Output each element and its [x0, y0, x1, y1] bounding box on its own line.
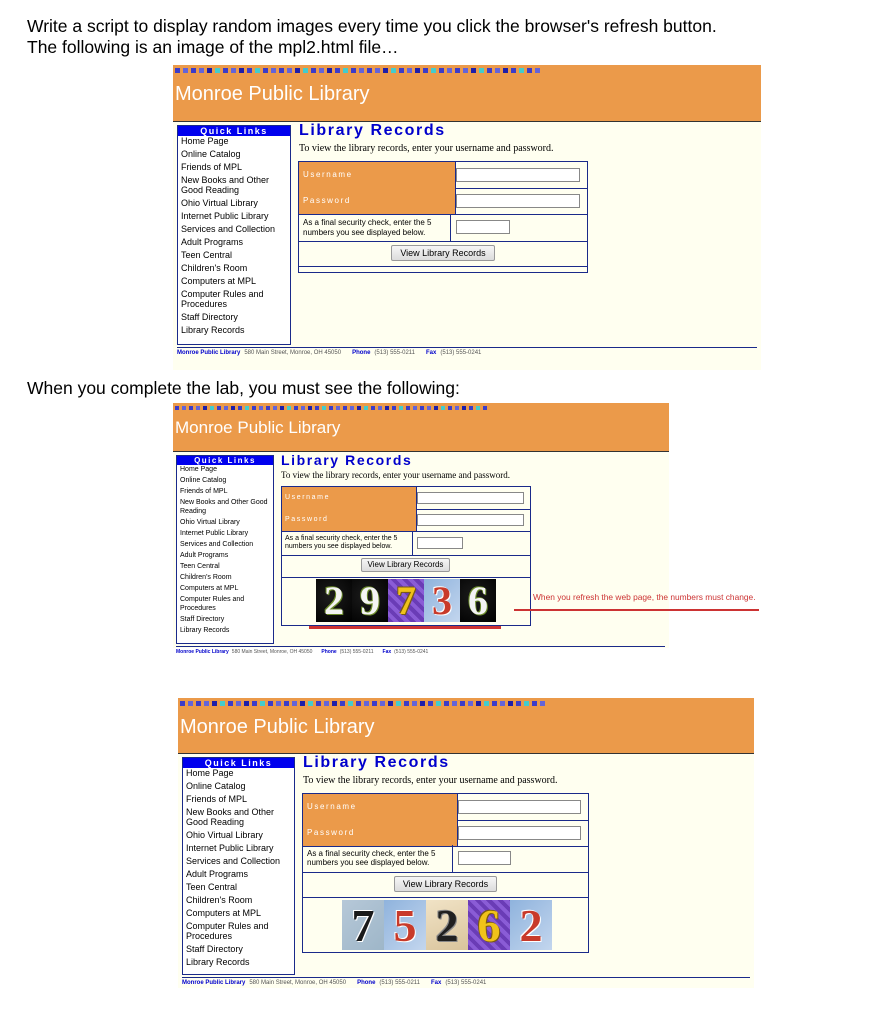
- banner-dot: [207, 68, 212, 73]
- banner-dot: [284, 701, 289, 706]
- quick-link-item[interactable]: Teen Central: [186, 882, 238, 892]
- banner-dot: [247, 68, 252, 73]
- banner-dot: [391, 68, 396, 73]
- password-row: [282, 509, 530, 532]
- password-input[interactable]: [458, 826, 581, 840]
- banner-dot: [469, 406, 473, 410]
- footer-library-name: Monroe Public Library: [177, 350, 241, 356]
- banner-dot: [412, 701, 417, 706]
- login-form: [302, 793, 589, 953]
- site-logo: Monroe Public Library: [175, 83, 370, 105]
- site-footer: [177, 347, 757, 356]
- banner-dot: [348, 701, 353, 706]
- banner-dot: [524, 701, 529, 706]
- banner-dot: [196, 406, 200, 410]
- captcha-images: [316, 579, 496, 622]
- annotation-pointer-line: [514, 609, 759, 611]
- banner-dot: [455, 68, 460, 73]
- banner-dot: [516, 701, 521, 706]
- banner-dot: [508, 701, 513, 706]
- captcha-digit-image: [388, 579, 424, 622]
- quick-link-item[interactable]: Computers at MPL: [180, 585, 239, 592]
- banner-dot: [263, 68, 268, 73]
- banner-dot: [271, 68, 276, 73]
- banner-dot: [266, 406, 270, 410]
- banner-dot: [343, 406, 347, 410]
- quick-links-title: Quick Links: [177, 456, 273, 465]
- banner-dot: [364, 701, 369, 706]
- quick-links-list: [183, 768, 294, 967]
- banner-dot: [280, 406, 284, 410]
- password-row: [299, 188, 587, 215]
- site-footer: [176, 646, 665, 655]
- banner-dot: [500, 701, 505, 706]
- banner-dot: [415, 68, 420, 73]
- banner-dot: [268, 701, 273, 706]
- banner-dot: [279, 68, 284, 73]
- banner-dot: [427, 406, 431, 410]
- quick-link-item[interactable]: Staff Directory: [180, 616, 225, 623]
- banner-dot: [420, 701, 425, 706]
- banner-dot: [431, 68, 436, 73]
- refresh-annotation: When you refresh the web page, the numbers must change.: [533, 592, 756, 602]
- banner-dot: [463, 68, 468, 73]
- quick-link-item[interactable]: Computer Rules and Procedures: [180, 596, 245, 612]
- captcha-images: [342, 900, 552, 950]
- banner-dot: [335, 68, 340, 73]
- captcha-digit-image: [424, 579, 460, 622]
- footer-phone-label: Phone: [357, 980, 376, 986]
- banner-dot: [228, 701, 233, 706]
- banner-dot: [203, 406, 207, 410]
- footer-fax-label: Fax: [382, 649, 392, 655]
- quick-link-item[interactable]: Computers at MPL: [181, 276, 257, 286]
- captcha-digit-image: [460, 579, 496, 622]
- banner-dot: [322, 406, 326, 410]
- quick-link-item[interactable]: Children's Room: [186, 895, 253, 905]
- banner-dot: [231, 68, 236, 73]
- captcha-digit-image: [468, 900, 510, 950]
- captcha-digit-image: [384, 900, 426, 950]
- banner-dot: [404, 701, 409, 706]
- banner-dot: [462, 406, 466, 410]
- banner-dot: [329, 406, 333, 410]
- password-row: [303, 820, 588, 847]
- banner-dot: [428, 701, 433, 706]
- banner-dot: [273, 406, 277, 410]
- banner-dot: [492, 701, 497, 706]
- banner-dot: [236, 701, 241, 706]
- button-row: [303, 872, 588, 898]
- banner-dot: [407, 68, 412, 73]
- quick-link-item[interactable]: Internet Public Library: [181, 211, 269, 221]
- quick-link-item[interactable]: Library Records: [181, 325, 245, 335]
- records-description: To view the library records, enter your username and password.: [299, 143, 554, 154]
- banner-dot-strip: [175, 406, 490, 410]
- security-code-input[interactable]: [417, 537, 463, 549]
- banner-dot: [180, 701, 185, 706]
- captcha-digit: 5: [393, 899, 417, 951]
- banner-dot: [448, 406, 452, 410]
- banner-dot: [540, 701, 545, 706]
- footer-phone-label: Phone: [321, 649, 337, 655]
- captcha-digit: 6: [468, 578, 488, 623]
- banner-dot: [476, 406, 480, 410]
- site-logo: Monroe Public Library: [175, 418, 341, 437]
- instructions: [27, 16, 717, 58]
- records-title: Library Records: [281, 452, 413, 468]
- quick-links-list: [178, 136, 290, 335]
- quick-link-item[interactable]: Services and Collection: [186, 856, 281, 866]
- quick-links-list: [177, 465, 273, 635]
- banner-dot: [527, 68, 532, 73]
- quick-link-item[interactable]: Adult Programs: [181, 237, 244, 247]
- banner-dot: [252, 701, 257, 706]
- banner-dot: [350, 406, 354, 410]
- quick-link-item[interactable]: Internet Public Library: [180, 530, 249, 537]
- banner-dot: [308, 406, 312, 410]
- quick-link-item[interactable]: Online Catalog: [186, 781, 246, 791]
- quick-link-item[interactable]: Library Records: [180, 627, 230, 634]
- banner-dot: [371, 406, 375, 410]
- quick-link-item[interactable]: Adult Programs: [186, 869, 249, 879]
- banner-dot: [444, 701, 449, 706]
- quick-link-item[interactable]: Computer Rules and Procedures: [181, 289, 264, 309]
- login-form: [281, 486, 531, 626]
- quick-link-item[interactable]: Children's Room: [181, 263, 248, 273]
- banner-dot: [231, 406, 235, 410]
- banner-dot: [287, 406, 291, 410]
- banner-dot: [215, 68, 220, 73]
- banner-dot: [511, 68, 516, 73]
- banner-dot: [452, 701, 457, 706]
- captcha-digit: 3: [432, 578, 452, 623]
- view-library-records-button[interactable]: View Library Records: [394, 876, 497, 892]
- banner-dot: [357, 406, 361, 410]
- banner-dot: [476, 701, 481, 706]
- security-row: [282, 532, 530, 556]
- captcha-digit-image: [426, 900, 468, 950]
- banner-dot: [332, 701, 337, 706]
- banner-dot: [217, 406, 221, 410]
- banner-dot: [434, 406, 438, 410]
- quick-link-item[interactable]: Services and Collection: [180, 541, 254, 548]
- banner-dot: [399, 406, 403, 410]
- captcha-digit: 6: [477, 899, 501, 951]
- banner-dot: [319, 68, 324, 73]
- username-input[interactable]: [456, 168, 580, 182]
- banner-dot: [340, 701, 345, 706]
- banner-dot: [188, 701, 193, 706]
- quick-link-item[interactable]: Online Catalog: [180, 477, 227, 484]
- banner-dot: [388, 701, 393, 706]
- quick-link-item[interactable]: Home Page: [181, 136, 229, 146]
- footer-phone: (513) 555-0211: [379, 980, 421, 986]
- captcha-digit: 7: [396, 578, 416, 623]
- banner-dot-strip: [175, 68, 543, 73]
- banner-dot: [245, 406, 249, 410]
- banner-dot: [383, 68, 388, 73]
- banner-dot: [316, 701, 321, 706]
- banner-dot: [287, 68, 292, 73]
- site-banner: [173, 403, 669, 452]
- banner-dot: [182, 406, 186, 410]
- records-description: To view the library records, enter your username and password.: [303, 775, 558, 786]
- footer-phone: (513) 555-0211: [374, 350, 416, 356]
- username-label: Username: [303, 794, 458, 820]
- footer-fax-label: Fax: [431, 980, 442, 986]
- footer-address: 580 Main Street, Monroe, OH 45050: [231, 649, 313, 655]
- username-row: [303, 794, 588, 821]
- banner-dot: [255, 68, 260, 73]
- quick-link-item[interactable]: Teen Central: [181, 250, 233, 260]
- banner-dot: [375, 68, 380, 73]
- banner-dot: [487, 68, 492, 73]
- quick-link-item[interactable]: Friends of MPL: [186, 794, 248, 804]
- banner-dot: [210, 406, 214, 410]
- banner-dot: [196, 701, 201, 706]
- banner-dot: [324, 701, 329, 706]
- banner-dot-strip: [180, 701, 548, 706]
- banner-dot: [372, 701, 377, 706]
- banner-dot: [300, 701, 305, 706]
- quick-link-item[interactable]: Staff Directory: [186, 944, 243, 954]
- captcha-digit-image: [316, 579, 352, 622]
- banner-dot: [406, 406, 410, 410]
- security-row: [303, 845, 588, 873]
- footer-phone-label: Phone: [352, 350, 371, 356]
- banner-dot: [356, 701, 361, 706]
- banner-dot: [260, 701, 265, 706]
- footer-fax-label: Fax: [426, 350, 437, 356]
- banner-dot: [423, 68, 428, 73]
- banner-dot: [259, 406, 263, 410]
- quick-link-item[interactable]: Home Page: [186, 768, 234, 778]
- button-row: [282, 555, 530, 578]
- quick-link-item[interactable]: Ohio Virtual Library: [181, 198, 258, 208]
- banner-dot: [532, 701, 537, 706]
- quick-link-item[interactable]: Ohio Virtual Library: [186, 830, 263, 840]
- view-library-records-button[interactable]: View Library Records: [391, 245, 495, 261]
- footer-phone: (513) 555-0211: [339, 649, 374, 655]
- footer-address: 580 Main Street, Monroe, OH 45050: [249, 980, 347, 986]
- banner-dot: [175, 68, 180, 73]
- banner-dot: [189, 406, 193, 410]
- quick-link-item[interactable]: Internet Public Library: [186, 843, 274, 853]
- banner-dot: [399, 68, 404, 73]
- quick-link-item[interactable]: Friends of MPL: [180, 488, 228, 495]
- banner-dot: [519, 68, 524, 73]
- captcha-digit-image: [510, 900, 552, 950]
- username-input[interactable]: [458, 800, 581, 814]
- banner-dot: [292, 701, 297, 706]
- banner-dot: [212, 701, 217, 706]
- banner-dot: [392, 406, 396, 410]
- banner-dot: [503, 68, 508, 73]
- records-description: To view the library records, enter your username and password.: [281, 470, 511, 480]
- quick-links-panel: [177, 125, 291, 345]
- banner-dot: [199, 68, 204, 73]
- banner-dot: [460, 701, 465, 706]
- button-row: [299, 241, 587, 267]
- quick-link-item[interactable]: Computers at MPL: [186, 908, 262, 918]
- banner-dot: [252, 406, 256, 410]
- site-logo: Monroe Public Library: [180, 716, 375, 738]
- banner-dot: [380, 701, 385, 706]
- mpl2-screenshot-completed-2: [178, 698, 754, 988]
- banner-dot: [385, 406, 389, 410]
- banner-dot: [294, 406, 298, 410]
- username-input[interactable]: [417, 492, 524, 504]
- username-row: [299, 162, 587, 189]
- mpl2-screenshot-completed-1: [173, 403, 669, 655]
- quick-link-item[interactable]: Friends of MPL: [181, 162, 243, 172]
- footer-library-name: Monroe Public Library: [182, 980, 246, 986]
- banner-dot: [439, 68, 444, 73]
- banner-dot: [447, 68, 452, 73]
- captcha-digit: 2: [324, 578, 344, 623]
- captcha-digit-image: [352, 579, 388, 622]
- banner-dot: [484, 701, 489, 706]
- banner-dot: [311, 68, 316, 73]
- password-label: Password: [303, 820, 458, 846]
- banner-dot: [455, 406, 459, 410]
- footer-address: 580 Main Street, Monroe, OH 45050: [244, 350, 342, 356]
- banner-dot: [238, 406, 242, 410]
- banner-dot: [420, 406, 424, 410]
- captcha-digit: 7: [351, 899, 375, 951]
- site-banner: [178, 698, 754, 754]
- security-text: As a final security check, enter the 5 numbers you see displayed below.: [299, 214, 451, 241]
- banner-dot: [367, 68, 372, 73]
- banner-dot: [204, 701, 209, 706]
- banner-dot: [468, 701, 473, 706]
- banner-dot: [220, 701, 225, 706]
- captcha-digit: 2: [519, 899, 543, 951]
- banner-dot: [308, 701, 313, 706]
- banner-dot: [315, 406, 319, 410]
- quick-link-item[interactable]: New Books and Other Good Reading: [186, 807, 275, 827]
- password-label: Password: [282, 509, 417, 531]
- banner-dot: [483, 406, 487, 410]
- password-input[interactable]: [417, 514, 524, 526]
- mpl2-screenshot-original: [173, 65, 761, 370]
- quick-link-item[interactable]: Teen Central: [180, 563, 220, 570]
- banner-dot: [351, 68, 356, 73]
- footer-library-name: Monroe Public Library: [176, 649, 229, 655]
- security-text: As a final security check, enter the 5 numbers you see displayed below.: [282, 532, 413, 555]
- banner-dot: [175, 406, 179, 410]
- banner-dot: [327, 68, 332, 73]
- site-banner: [173, 65, 761, 122]
- quick-link-item[interactable]: New Books and Other Good Reading: [180, 499, 268, 515]
- records-title: Library Records: [299, 122, 446, 139]
- instruction-line-1: Write a script to display random images every time you click the browser's refresh button.: [27, 16, 717, 36]
- quick-links-panel: [182, 757, 295, 975]
- instruction-line-2: The following is an image of the mpl2.html file…: [27, 37, 399, 57]
- banner-dot: [239, 68, 244, 73]
- banner-dot: [244, 701, 249, 706]
- username-row: [282, 487, 530, 510]
- footer-fax: (513) 555-0241: [394, 649, 429, 655]
- banner-dot: [336, 406, 340, 410]
- login-form: [298, 161, 588, 273]
- quick-link-item[interactable]: Computer Rules and Procedures: [186, 921, 269, 941]
- banner-dot: [378, 406, 382, 410]
- quick-link-item[interactable]: Ohio Virtual Library: [180, 519, 240, 526]
- captcha-digit-image: [342, 900, 384, 950]
- security-row: [299, 214, 587, 242]
- banner-dot: [359, 68, 364, 73]
- quick-link-item[interactable]: Adult Programs: [180, 552, 229, 559]
- quick-link-item[interactable]: New Books and Other Good Reading: [181, 175, 270, 195]
- banner-dot: [301, 406, 305, 410]
- banner-dot: [471, 68, 476, 73]
- banner-dot: [413, 406, 417, 410]
- banner-dot: [295, 68, 300, 73]
- banner-dot: [183, 68, 188, 73]
- quick-link-item[interactable]: Children's Room: [180, 574, 232, 581]
- footer-fax: (513) 555-0241: [445, 980, 487, 986]
- site-footer: [182, 977, 750, 986]
- banner-dot: [276, 701, 281, 706]
- username-label: Username: [299, 162, 456, 188]
- banner-dot: [303, 68, 308, 73]
- banner-dot: [224, 406, 228, 410]
- banner-dot: [479, 68, 484, 73]
- quick-link-item[interactable]: Home Page: [180, 466, 217, 473]
- username-label: Username: [282, 487, 417, 509]
- quick-links-title: Quick Links: [178, 126, 290, 136]
- password-input[interactable]: [456, 194, 580, 208]
- banner-dot: [343, 68, 348, 73]
- banner-dot: [436, 701, 441, 706]
- view-library-records-button[interactable]: View Library Records: [361, 558, 450, 572]
- banner-dot: [364, 406, 368, 410]
- banner-dot: [441, 406, 445, 410]
- captcha-digit: 2: [435, 899, 459, 951]
- banner-dot: [495, 68, 500, 73]
- instruction-caption: When you complete the lab, you must see the following:: [27, 378, 460, 398]
- quick-link-item[interactable]: Online Catalog: [181, 149, 241, 159]
- quick-link-item[interactable]: Library Records: [186, 957, 250, 967]
- quick-link-item[interactable]: Services and Collection: [181, 224, 276, 234]
- banner-dot: [191, 68, 196, 73]
- banner-dot: [223, 68, 228, 73]
- quick-link-item[interactable]: Staff Directory: [181, 312, 238, 322]
- footer-fax: (513) 555-0241: [440, 350, 482, 356]
- captcha-digit: 9: [360, 578, 380, 623]
- banner-dot: [535, 68, 540, 73]
- banner-dot: [396, 701, 401, 706]
- security-code-input[interactable]: [456, 220, 510, 234]
- quick-links-title: Quick Links: [183, 758, 294, 768]
- quick-links-panel: [176, 455, 274, 644]
- security-code-input[interactable]: [458, 851, 511, 865]
- records-title: Library Records: [303, 754, 450, 771]
- security-text: As a final security check, enter the 5 numbers you see displayed below.: [303, 845, 453, 872]
- password-label: Password: [299, 188, 456, 214]
